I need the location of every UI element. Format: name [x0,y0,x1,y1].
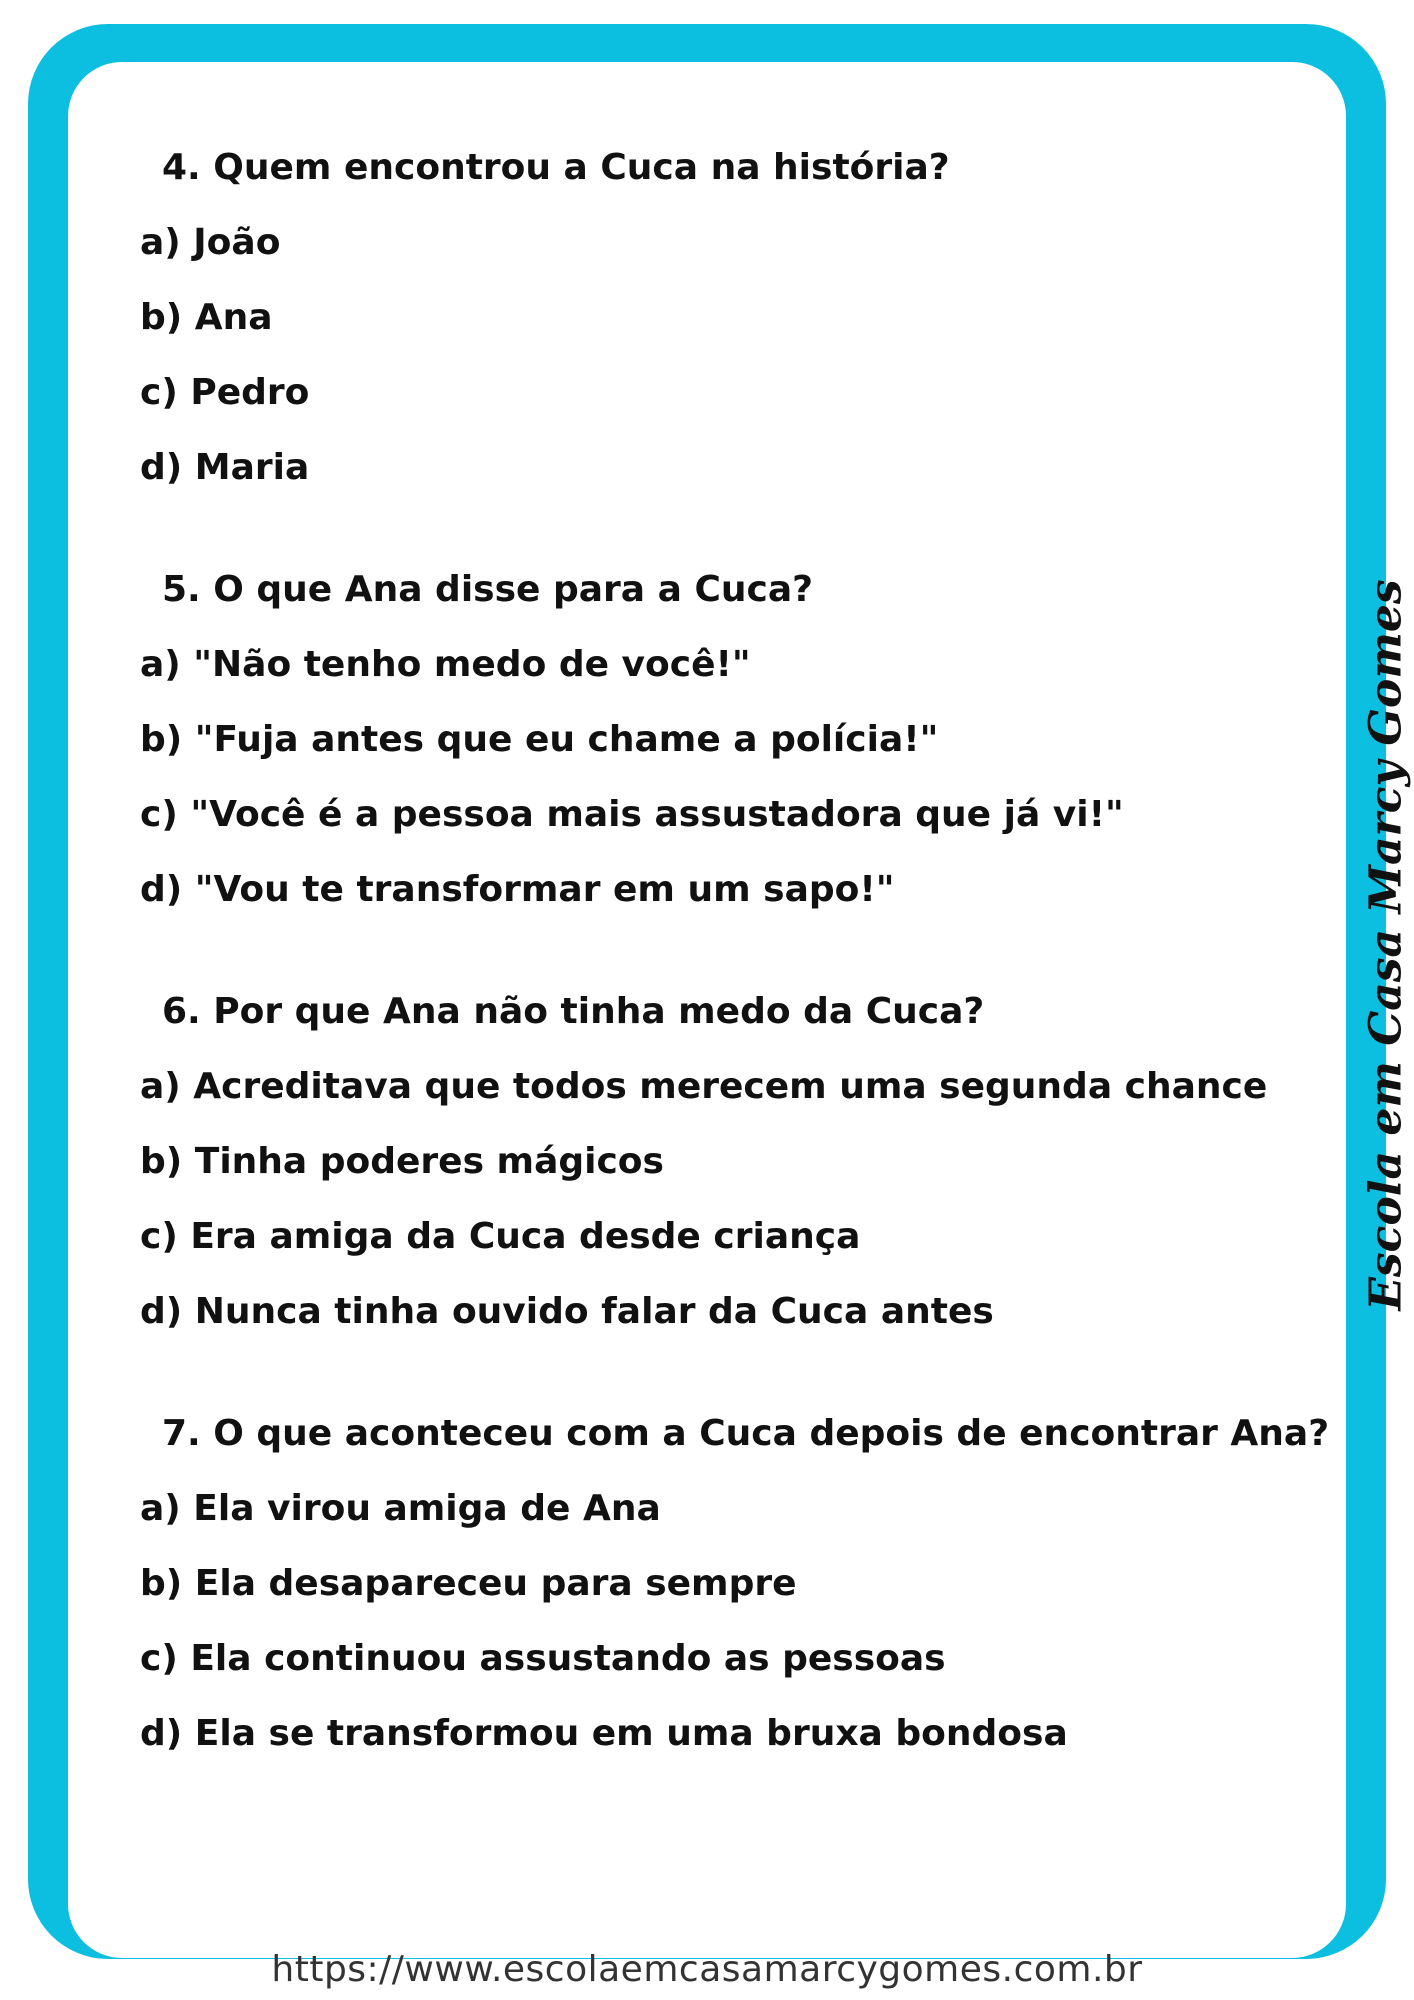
answer-option: d) Ela se transformou em uma bruxa bondosa [140,1713,1068,1754]
answer-option: b) "Fuja antes que eu chame a polícia!" [140,719,939,760]
question-block [140,564,1290,939]
answer-option: a) "Não tenho medo de você!" [140,644,751,685]
answer-option: c) Pedro [140,372,310,413]
answer-option: b) Tinha poderes mágicos [140,1141,664,1182]
answer-option: c) Era amiga da Cuca desde criança [140,1216,861,1257]
question-title: 7. O que aconteceu com a Cuca depois de encontrar Ana? [162,1413,1330,1454]
question-title: 6. Por que Ana não tinha medo da Cuca? [162,991,985,1032]
answer-option: b) Ana [140,297,273,338]
question-title: 5. O que Ana disse para a Cuca? [162,569,814,610]
answer-option: a) Acreditava que todos merecem uma segunda chance [140,1066,1268,1107]
questions-list [140,142,1330,1830]
footer-url[interactable]: https://www.escolaemcasamarcygomes.com.br [271,1949,1143,1990]
question-title: 4. Quem encontrou a Cuca na história? [162,147,950,188]
answer-option: b) Ela desapareceu para sempre [140,1563,797,1604]
answer-option: d) Maria [140,447,310,488]
answer-option: a) Ela virou amiga de Ana [140,1488,661,1529]
answer-option: a) João [140,222,281,263]
answer-option: c) Ela continuou assustando as pessoas [140,1638,946,1679]
question-block [140,142,1290,517]
answer-option: c) "Você é a pessoa mais assustadora que já vi!" [140,794,1124,835]
question-block [140,986,1290,1361]
answer-option: d) Nunca tinha ouvido falar da Cuca antes [140,1291,994,1332]
answer-option: d) "Vou te transformar em um sapo!" [140,869,895,910]
question-block [140,1408,1330,1783]
school-watermark: Escola em Casa Marcy Gomes [1360,579,1412,1311]
